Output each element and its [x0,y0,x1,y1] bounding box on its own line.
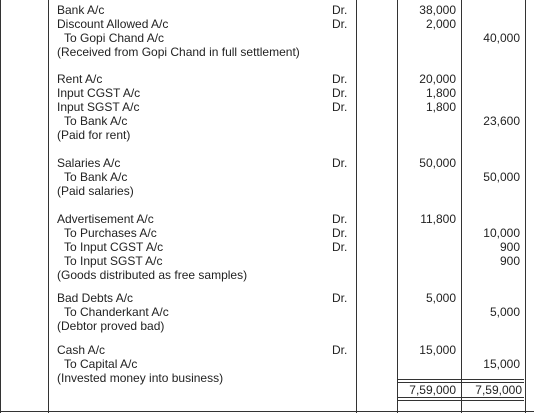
debit-amount: 1,800 [425,86,456,100]
credit-amount: 900 [499,240,520,254]
debit-amount: 5,000 [425,291,456,305]
particulars: Advertisement A/c [57,212,154,226]
narration [0,128,534,142]
narration-text: (Received from Gopi Chand in full settlement) [57,45,300,59]
credit-amount: 10,000 [483,226,520,240]
entry-line [0,100,534,114]
particulars: Bank A/c [57,3,105,17]
credit-amount: 5,000 [489,305,520,319]
entry-line [0,156,534,170]
dr-marker: Dr. [332,291,348,305]
debit-amount: 20,000 [419,72,456,86]
particulars: To Purchases A/c [64,226,157,240]
particulars: Cash A/c [57,343,106,357]
narration-text: (Paid for rent) [57,128,131,142]
debit-total: 7,59,000 [409,383,456,397]
entry-line [0,305,534,319]
totals-underline [398,397,524,401]
particulars: To Bank A/c [64,114,128,128]
credit-amount: 50,000 [483,170,520,184]
particulars: Bad Debts A/c [57,291,134,305]
particulars: To Chanderkant A/c [64,305,169,319]
entry-line [0,254,534,268]
dr-marker: Dr. [332,343,348,357]
entry-line [0,114,534,128]
credit-amount: 900 [499,254,520,268]
credit-amount: 23,600 [483,114,520,128]
dr-marker: Dr. [332,3,348,17]
journal-entry [0,291,534,333]
particulars: Salaries A/c [57,156,121,170]
narration [0,319,534,333]
journal-entry [0,3,534,59]
debit-amount: 50,000 [419,156,456,170]
entry-line [0,291,534,305]
entry-line [0,17,534,31]
dr-marker: Dr. [332,212,348,226]
entry-line [0,357,534,371]
dr-marker: Dr. [332,86,348,100]
narration [0,268,534,282]
dr-marker: Dr. [332,156,348,170]
totals-row [0,383,534,397]
dr-marker: Dr. [332,226,348,240]
debit-amount: 1,800 [425,100,456,114]
debit-amount: 15,000 [419,343,456,357]
entry-line [0,240,534,254]
particulars: To Input SGST A/c [64,254,163,268]
debit-amount: 11,800 [420,212,456,226]
dr-marker: Dr. [332,100,348,114]
credit-amount: 40,000 [483,31,520,45]
entry-line [0,212,534,226]
journal-entry [0,72,534,142]
particulars: To Input CGST A/c [64,240,164,254]
dr-marker: Dr. [332,72,348,86]
debit-amount: 2,000 [425,17,456,31]
particulars: Input CGST A/c [57,86,141,100]
dr-marker: Dr. [332,17,348,31]
entry-line [0,170,534,184]
narration-text: (Paid salaries) [57,184,134,198]
entry-line [0,72,534,86]
narration-text: (Goods distributed as free samples) [57,268,248,282]
particulars: Input SGST A/c [57,100,140,114]
entry-line [0,3,534,17]
dr-marker: Dr. [332,240,348,254]
journal-entry [0,156,534,198]
particulars: To Capital A/c [64,357,138,371]
entry-line [0,86,534,100]
narration-text: (Invested money into business) [57,371,224,385]
credit-amount: 15,000 [483,357,520,371]
particulars: To Gopi Chand A/c [64,31,165,45]
entry-line [0,226,534,240]
bottom-rule [0,411,534,412]
narration [0,45,534,59]
narration-text: (Debtor proved bad) [57,319,165,333]
entry-line [0,31,534,45]
narration [0,184,534,198]
particulars: Discount Allowed A/c [57,17,169,31]
entry-line [0,343,534,357]
particulars: To Bank A/c [64,170,128,184]
particulars: Rent A/c [57,72,103,86]
credit-total: 7,59,000 [475,383,522,397]
debit-amount: 38,000 [419,3,456,17]
journal-entry [0,212,534,282]
